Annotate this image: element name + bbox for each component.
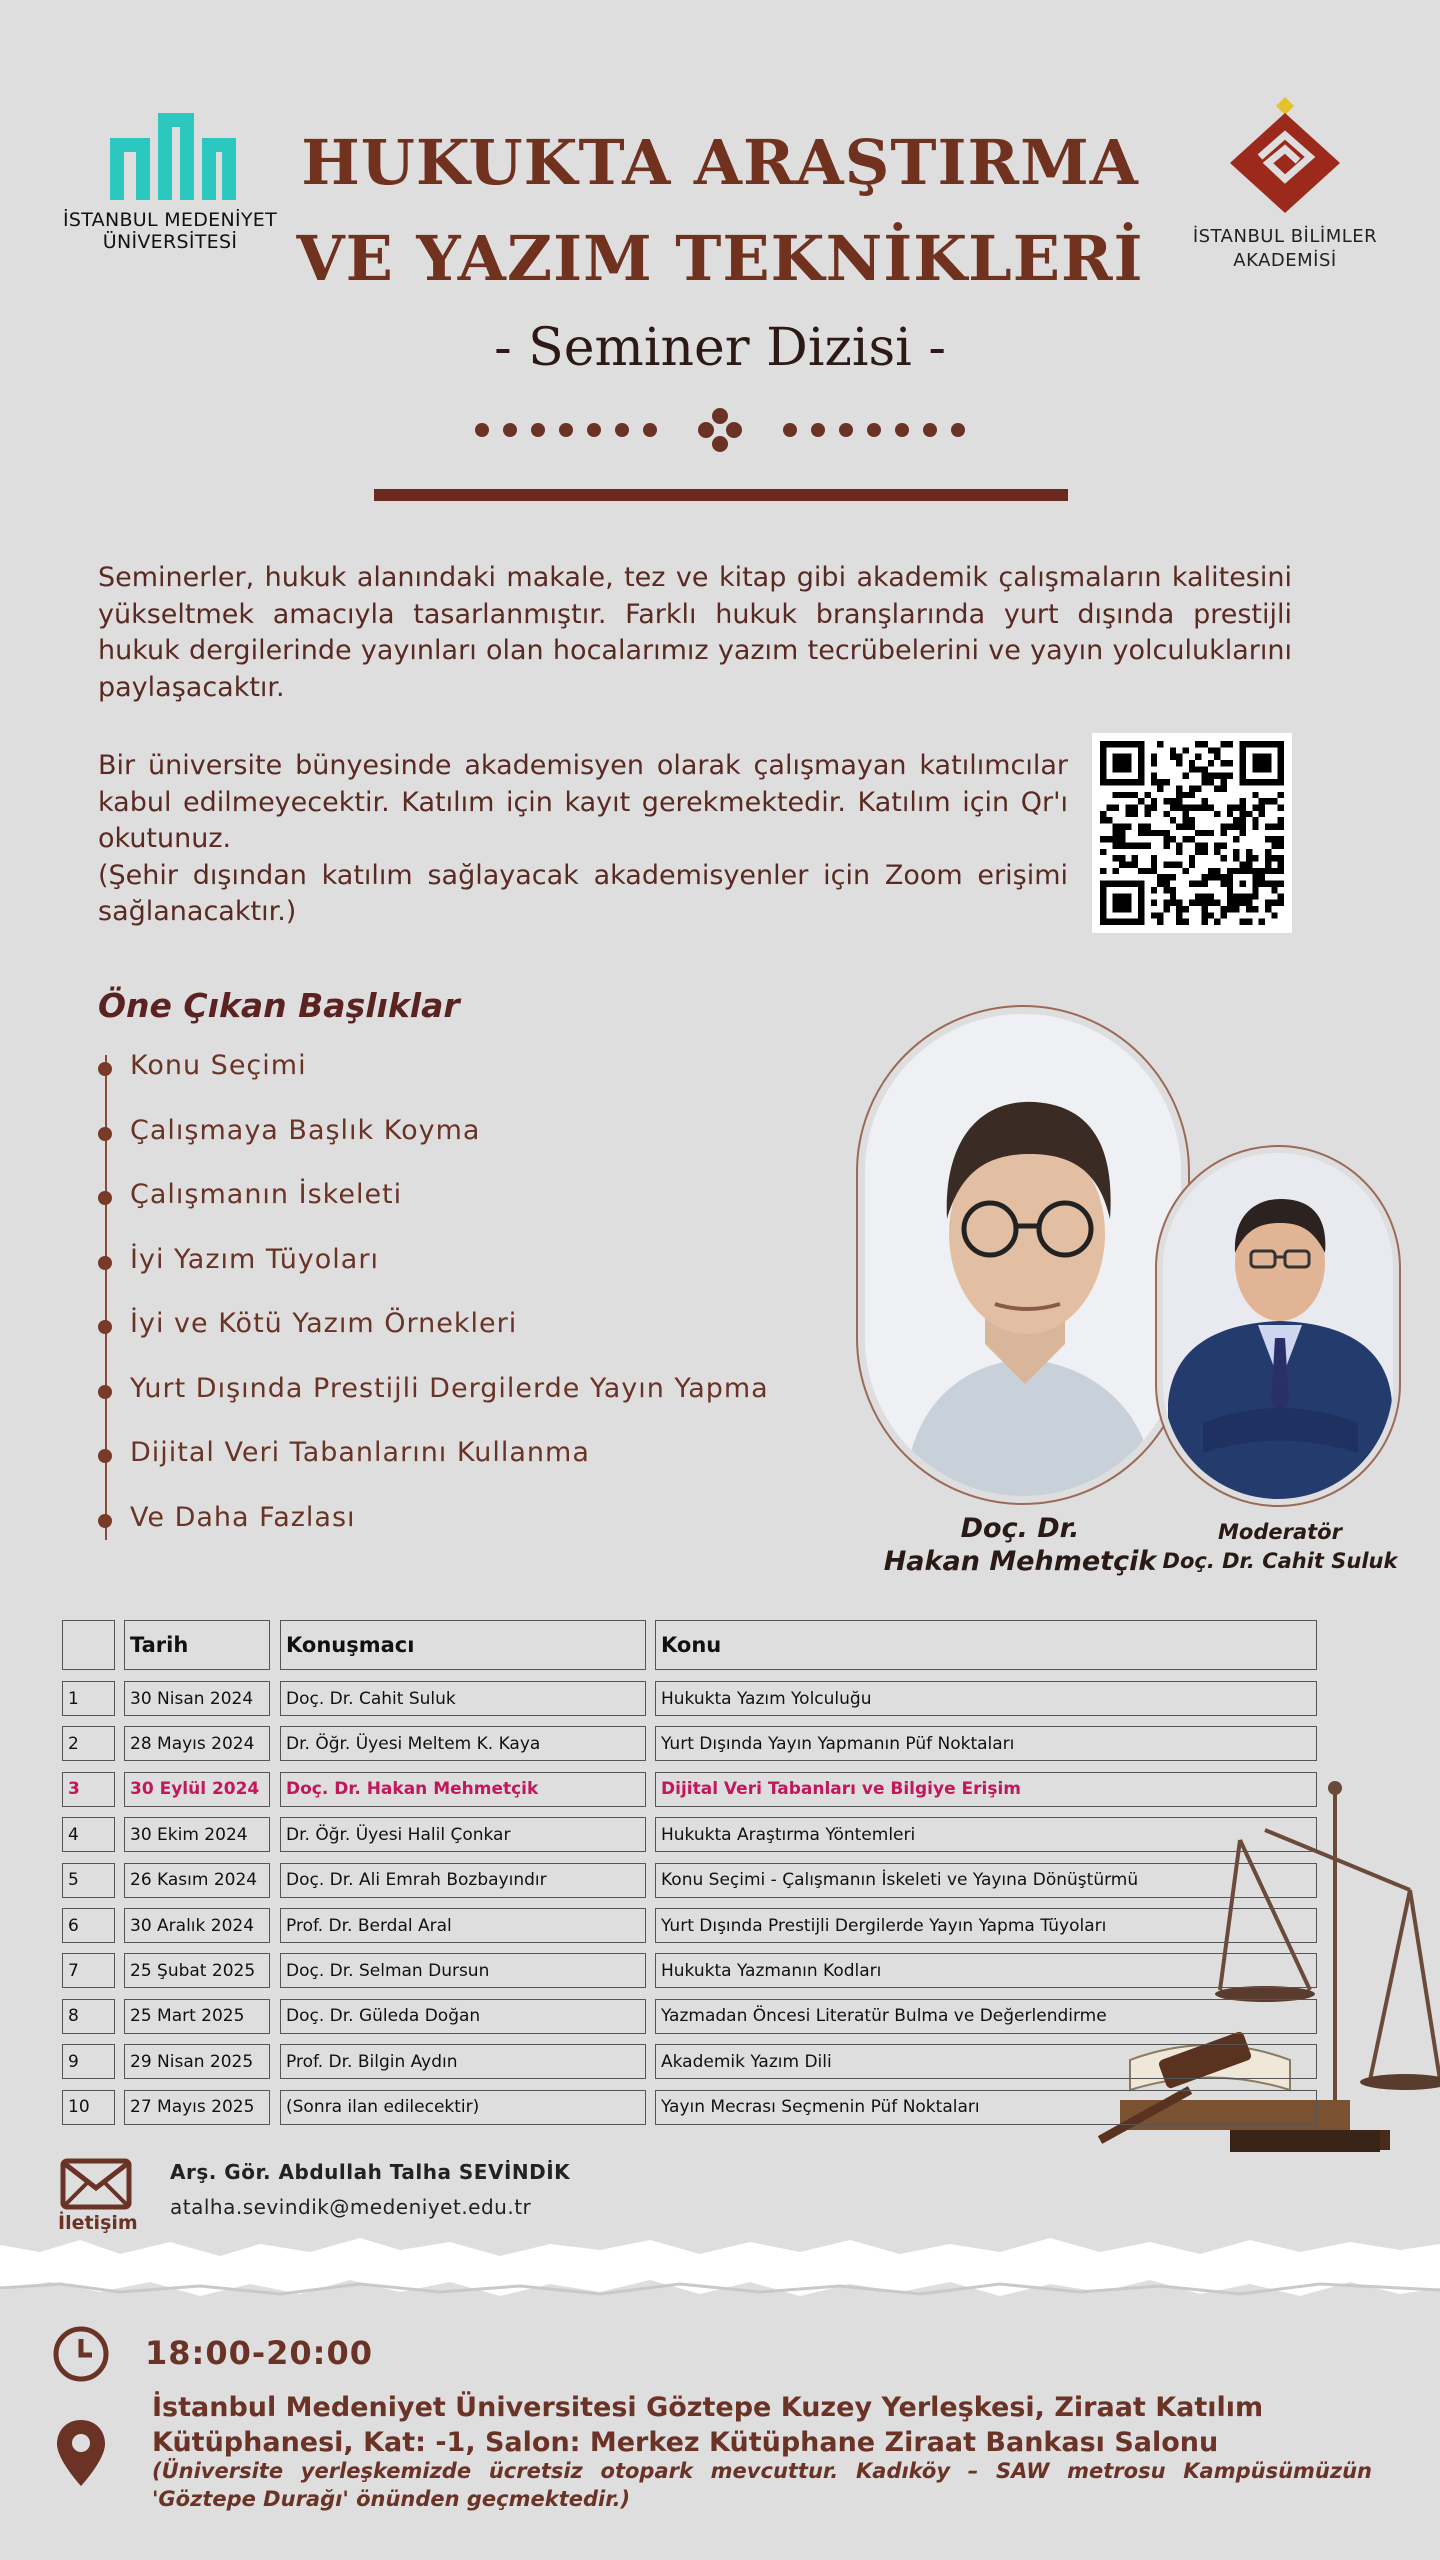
table-cell-speaker: Doç. Dr. Cahit Suluk (280, 1681, 646, 1716)
highlight-item-label: İyi Yazım Tüyoları (130, 1243, 379, 1275)
page-subtitle: - Seminer Dizisi - (494, 318, 946, 378)
table-cell-number: 10 (62, 2090, 115, 2125)
event-location: İstanbul Medeniyet Üniversitesi Göztepe Kuzey Yerleşkesi, Ziraat Katılım Kütüphanesi, Kat: -1, Salon: Merkez Kütüphane Ziraat Bankası Salonu (152, 2392, 1264, 2458)
highlights-title: Öne Çıkan Başlıklar (98, 986, 460, 1025)
highlight-item-label: Çalışmaya Başlık Koyma (130, 1114, 481, 1146)
contact-email[interactable]: atalha.sevindik@medeniyet.edu.tr (170, 2195, 532, 2219)
bullet-dot-icon (98, 1191, 112, 1205)
medeniyet-logo-text: İSTANBUL MEDENİYET ÜNİVERSİTESİ (62, 209, 278, 253)
medeniyet-logo (55, 108, 285, 253)
moderator-portrait-frame (1155, 1145, 1401, 1507)
table-cell-number: 8 (62, 1999, 115, 2034)
speaker-portrait-frame (856, 1005, 1190, 1505)
bilimler-logo-text-2: AKADEMİSİ (1233, 250, 1337, 271)
table-cell-speaker: Doç. Dr. Hakan Mehmetçik (280, 1772, 646, 1807)
table-cell-speaker: Dr. Öğr. Üyesi Meltem K. Kaya (280, 1726, 646, 1761)
bilimler-logo-text-1: İSTANBUL BİLİMLER (1192, 226, 1378, 247)
bullet-dot-icon (98, 1514, 112, 1528)
speaker-caption (870, 1512, 1170, 1578)
bullet-dot-icon (98, 1256, 112, 1270)
intro-paragraph-2a: Bir üniversite bünyesinde akademisyen olarak çalışmayan katılımcılar kabul edilmeyecektir. Katılım için kayıt gerekmektedir. Katılım için Qr'ı okutunuz. (98, 750, 1068, 854)
highlight-item (98, 1437, 590, 1468)
highlight-item (98, 1115, 480, 1146)
speaker-title: Doç. Dr. (960, 1513, 1080, 1544)
highlight-item-label: İyi ve Kötü Yazım Örnekleri (130, 1308, 518, 1339)
table-cell-number: 6 (62, 1908, 115, 1943)
table-cell-topic: Yurt Dışında Prestijli Dergilerde Yayın Yapma Tüyoları (655, 1908, 1317, 1943)
table-cell-date: 30 Eylül 2024 (124, 1772, 270, 1807)
highlight-item (98, 1502, 356, 1533)
table-cell-speaker: Doç. Dr. Güleda Doğan (280, 1999, 646, 2034)
table-cell-topic: Konu Seçimi - Çalışmanın İskeleti ve Yayına Dönüştürmü (655, 1863, 1317, 1898)
highlight-item-label: Yurt Dışında Prestijli Dergilerde Yayın Yapma (130, 1372, 769, 1404)
table-cell-topic: Hukukta Araştırma Yöntemleri (655, 1817, 1317, 1852)
table-cell-topic: Akademik Yazım Dili (655, 2044, 1317, 2079)
table-header-speaker: Konuşmacı (280, 1620, 646, 1670)
table-cell-speaker: Doç. Dr. Ali Emrah Bozbayındır (280, 1863, 646, 1898)
registration-qr-code[interactable] (1092, 733, 1292, 933)
table-cell-number: 2 (62, 1726, 115, 1761)
table-header-number (62, 1620, 115, 1670)
moderator-photo (1163, 1153, 1393, 1499)
table-cell-date: 30 Ekim 2024 (124, 1817, 270, 1852)
medeniyet-logo-icon (100, 108, 240, 203)
table-cell-date: 30 Aralık 2024 (124, 1908, 270, 1943)
table-cell-date: 28 Mayıs 2024 (124, 1726, 270, 1761)
highlight-item (98, 1179, 402, 1210)
table-cell-date: 26 Kasım 2024 (124, 1863, 270, 1898)
intro-paragraph-2b: (Şehir dışından katılım sağlayacak akademisyenler için Zoom erişimi sağlanacaktır.) (98, 859, 1068, 927)
mail-icon (60, 2158, 132, 2210)
title-line-2: VE YAZIM TEKNİKLERİ (296, 222, 1144, 295)
highlight-item-label: Çalışmanın İskeleti (130, 1179, 403, 1210)
highlight-item-label: Dijital Veri Tabanlarını Kullanma (130, 1437, 590, 1468)
moderator-role: Moderatör (1218, 1520, 1342, 1544)
clock-icon (52, 2325, 110, 2383)
highlight-item-label: Ve Daha Fazlası (130, 1501, 356, 1533)
highlight-item-label: Konu Seçimi (130, 1050, 307, 1081)
moderator-name: Doç. Dr. Cahit Suluk (1162, 1549, 1398, 1573)
table-header-topic: Konu (655, 1620, 1317, 1670)
table-cell-topic: Dijital Veri Tabanları ve Bilgiye Erişim (655, 1772, 1317, 1807)
contact-label: İletişim (58, 2212, 138, 2234)
event-time: 18:00-20:00 (145, 2334, 373, 2372)
highlight-item (98, 1050, 307, 1081)
table-cell-number: 5 (62, 1863, 115, 1898)
table-cell-topic: Yayın Mecrası Seçmenin Püf Noktaları (655, 2090, 1317, 2125)
location-pin-icon (55, 2418, 107, 2488)
table-cell-date: 27 Mayıs 2025 (124, 2090, 270, 2125)
title-line-1: HUKUKTA ARAŞTIRMA (301, 126, 1139, 199)
contact-name: Arş. Gör. Abdullah Talha SEVİNDİK (170, 2160, 571, 2184)
bilimler-akademisi-logo (1180, 95, 1390, 273)
speaker-name: Hakan Mehmetçik (883, 1546, 1157, 1577)
table-cell-date: 25 Şubat 2025 (124, 1953, 270, 1988)
highlight-item (98, 1308, 517, 1339)
table-cell-topic: Yazmadan Öncesi Literatür Bulma ve Değerlendirme (655, 1999, 1317, 2034)
table-cell-number: 1 (62, 1681, 115, 1716)
table-cell-topic: Hukukta Yazmanın Kodları (655, 1953, 1317, 1988)
table-header-date: Tarih (124, 1620, 270, 1670)
intro-paragraph-2 (98, 748, 1068, 931)
table-cell-date: 30 Nisan 2024 (124, 1681, 270, 1716)
table-cell-number: 7 (62, 1953, 115, 1988)
qr-code-icon (1100, 741, 1284, 925)
torn-paper-divider (0, 2230, 1440, 2310)
highlight-item (98, 1244, 379, 1275)
table-cell-number: 3 (62, 1772, 115, 1807)
moderator-caption (1160, 1518, 1400, 1576)
table-cell-speaker: Doç. Dr. Selman Dursun (280, 1953, 646, 1988)
bullet-dot-icon (98, 1127, 112, 1141)
speaker-photo (865, 1014, 1181, 1496)
table-cell-speaker: (Sonra ilan edilecektir) (280, 2090, 646, 2125)
bullet-dot-icon (98, 1449, 112, 1463)
page-title (290, 115, 1150, 307)
table-cell-date: 25 Mart 2025 (124, 1999, 270, 2034)
intro-paragraph-1: Seminerler, hukuk alanındaki makale, tez ve kitap gibi akademik çalışmaların kalitesini yükseltmek amacıyla tasarlanmıştır. Farklı hukuk branşlarında yurt dışında prestijli hukuk dergilerinde yayınları olan hocalarımız yazım tecrübelerini ve yayın yolculuklarını paylaşacaktır. (98, 562, 1292, 703)
table-cell-date: 29 Nisan 2025 (124, 2044, 270, 2079)
bullet-dot-icon (98, 1062, 112, 1076)
bullet-dot-icon (98, 1320, 112, 1334)
table-cell-number: 4 (62, 1817, 115, 1852)
bilimler-logo-icon (1220, 95, 1350, 225)
ornament-divider (460, 405, 980, 455)
table-cell-speaker: Prof. Dr. Berdal Aral (280, 1908, 646, 1943)
highlight-item (98, 1373, 769, 1404)
speaker-portrait (865, 1014, 1181, 1496)
event-location-note: (Üniversite yerleşkemizde ücretsiz otopark mevcuttur. Kadıköy – SAW metrosu Kampüsümüzün 'Göztepe Durağı' önünden geçmektedir.) (152, 2459, 1372, 2511)
title-rule (374, 489, 1068, 501)
table-cell-number: 9 (62, 2044, 115, 2079)
table-cell-topic: Hukukta Yazım Yolculuğu (655, 1681, 1317, 1716)
table-cell-topic: Yurt Dışında Yayın Yapmanın Püf Noktaları (655, 1726, 1317, 1761)
table-cell-speaker: Prof. Dr. Bilgin Aydın (280, 2044, 646, 2079)
moderator-portrait (1163, 1153, 1393, 1499)
bullet-dot-icon (98, 1385, 112, 1399)
table-cell-speaker: Dr. Öğr. Üyesi Halil Çonkar (280, 1817, 646, 1852)
